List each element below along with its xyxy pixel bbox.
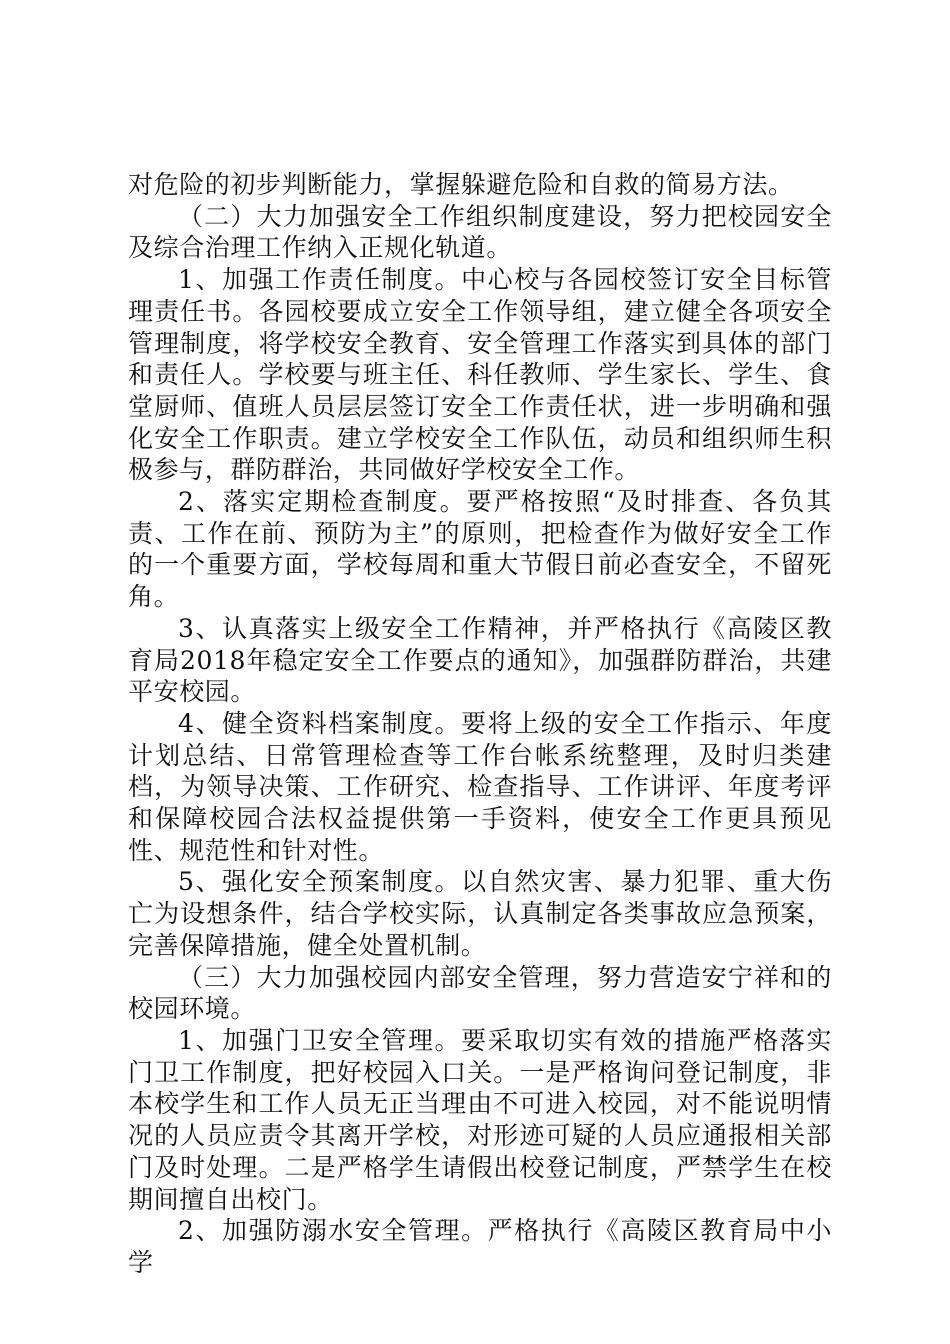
paragraph-emergency-plan: 5、强化安全预案制度。以自然灾害、暴力犯罪、重大伤亡为设想条件，结合学校实际，认真制定各类事故应急预案，完善保障措施，健全处置机制。 [128,867,832,960]
paragraph-regular-inspection: 2、落实定期检查制度。要严格按照“及时排查、各负其责、工作在前、预防为主”的原则，把检查作为做好安全工作的一个重要方面，学校每周和重大节假日前必查安全，不留死角。 [128,487,832,612]
paragraph-superior-directives: 3、认真落实上级安全工作精神，并严格执行《高陵区教育局2018年稳定安全工作要点的通知》，加强群防群治，共建平安校园。 [128,613,832,707]
document-body [128,169,832,1279]
section-heading-2: （二）大力加强安全工作组织制度建设，努力把校园安全及综合治理工作纳入正规化轨道。 [128,201,832,263]
paragraph-gate-security: 1、加强门卫安全管理。要采取切实有效的措施严格落实门卫工作制度，把好校园入口关。一是严格询问登记制度，非本校学生和工作人员无正当理由不可进入校园，对不能说明情况的人员应责令其离开学校，对形迹可疑的人员应通报相关部门及时处理。二是严格学生请假出校登记制度，严禁学生在校期间擅自出校门。 [128,1025,832,1214]
section-heading-3: （三）大力加强校园内部安全管理，努力营造安宁祥和的校园环境。 [128,962,832,1024]
paragraph-drowning-prevention: 2、加强防溺水安全管理。严格执行《高陵区教育局中小学 [128,1216,832,1277]
paragraph-responsibility-system: 1、加强工作责任制度。中心校与各园校签订安全目标管理责任书。各园校要成立安全工作领导组，建立健全各项安全管理制度，将学校安全教育、安全管理工作落实到具体的部门和责任人。学校要与班主任、科任教师、学生家长、学生、食堂厨师、值班人员层层签订安全工作责任状，进一步明确和强化安全工作职责。建立学校安全工作队伍，动员和组织师生积极参与，群防群治，共同做好学校安全工作。 [128,265,832,485]
paragraph-continuation: 对危险的初步判断能力，掌握躲避危险和自救的简易方法。 [128,170,794,199]
paragraph-archive-system: 4、健全资料档案制度。要将上级的安全工作指示、年度计划总结、日常管理检查等工作台帐系统整理，及时归类建档，为领导决策、工作研究、检查指导、工作讲评、年度考评和保障校园合法权益提供第一手资料，使安全工作更具预见性、规范性和针对性。 [128,708,832,865]
